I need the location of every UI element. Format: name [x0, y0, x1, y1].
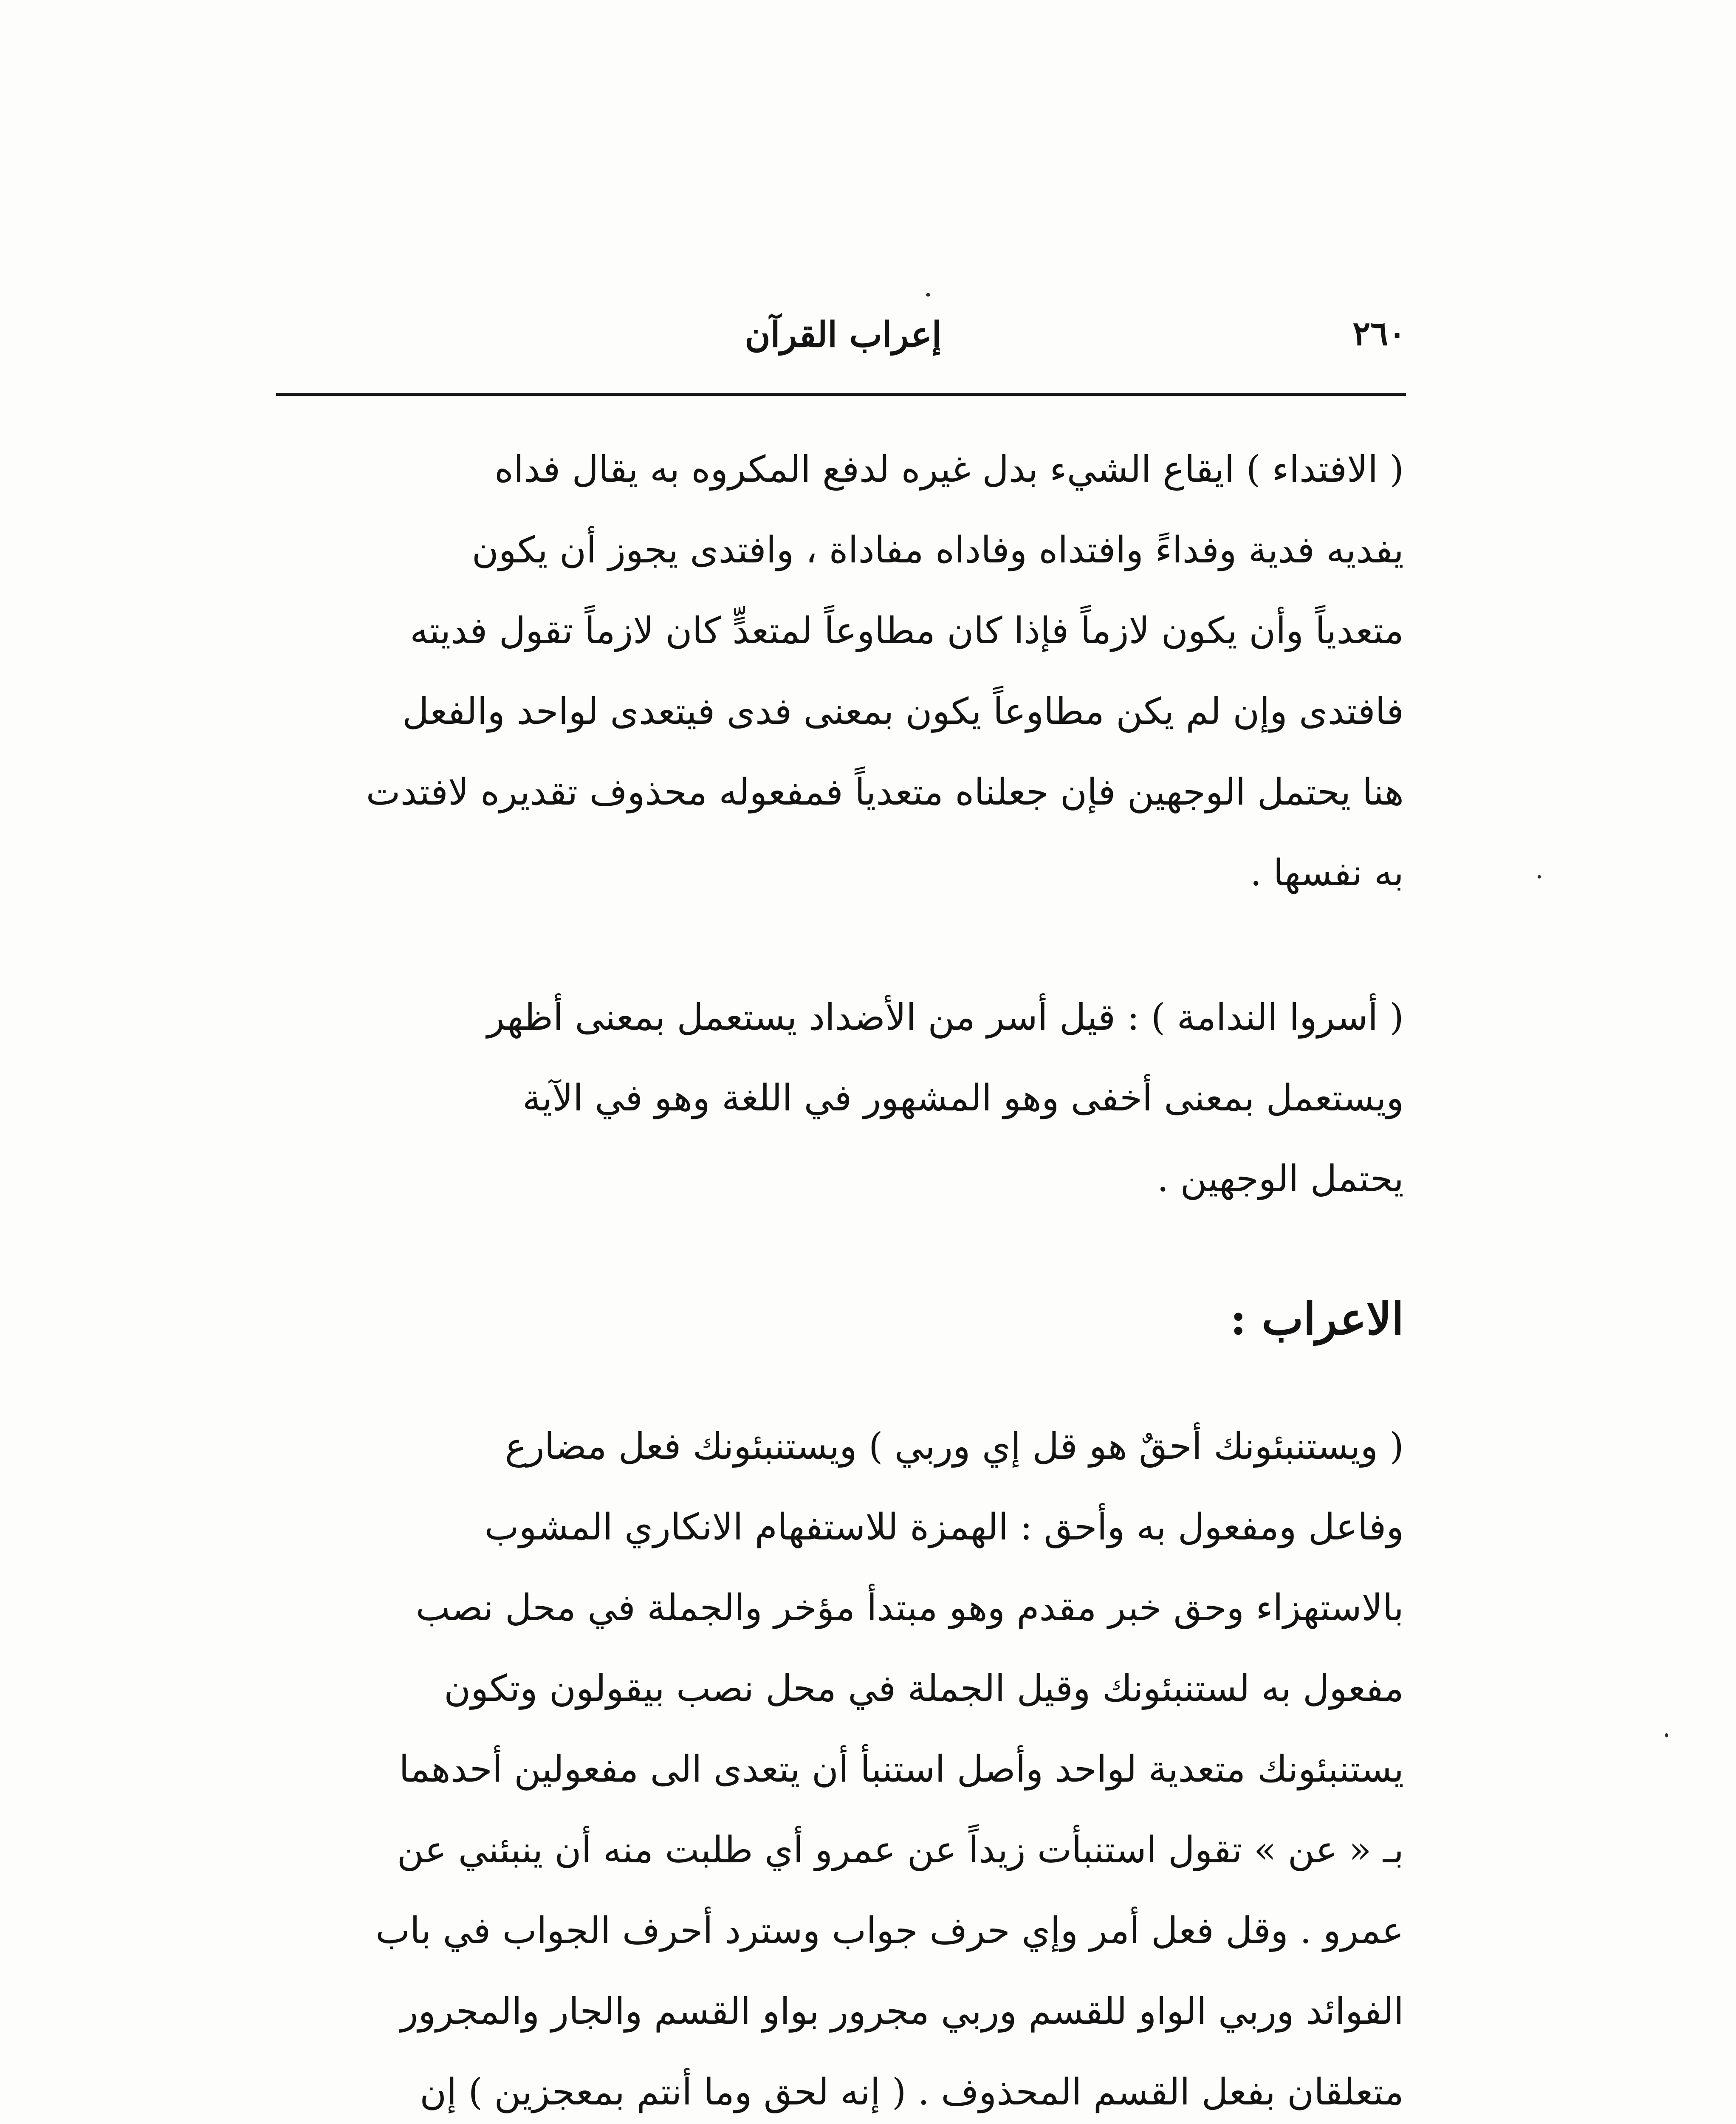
text-line: ويستعمل بمعنى أخفى وهو المشهور في اللغة وهو في الآية — [522, 1077, 1404, 1119]
scan-speck — [1538, 875, 1541, 878]
paragraph-irab — [282, 1406, 1404, 2124]
text-line: بالاستهزاء وحق خبر مقدم وهو مبتدأ مؤخر والجملة في محل نصب — [415, 1587, 1404, 1629]
text-line: هنا يحتمل الوجهين فإن جعلناه متعدياً فمفعوله محذوف تقديره لافتدت — [366, 771, 1404, 813]
text-line: يفديه فدية وفداءً وافتداه وفاداه مفاداة ، وافتدى يجوز أن يكون — [471, 529, 1404, 571]
text-line: به نفسها . — [1250, 852, 1404, 894]
text-line: ( الافتداء ) ايقاع الشيء بدل غيره لدفع المكروه به يقال فداه — [494, 448, 1404, 491]
text-line: الفوائد وربي الواو للقسم وربي مجرور بواو القسم والجار والمجرور — [400, 1990, 1404, 2033]
text-line: وفاعل ومفعول به وأحق : الهمزة للاستفهام الانكاري المشوب — [484, 1506, 1404, 1548]
section-heading: الاعراب : — [1230, 1293, 1404, 1345]
text-line: ( ويستنبئونك أحقٌ هو قل إي وربي ) ويستنبئونك فعل مضارع — [505, 1425, 1404, 1468]
text-line: متعدياً وأن يكون لازماً فإذا كان مطاوعاً لمتعدٍّ كان لازماً تقول فديته — [410, 610, 1404, 652]
scan-speck — [926, 293, 930, 297]
text-line: ( أسروا الندامة ) : قيل أسر من الأضداد يستعمل بمعنى أظهر — [487, 996, 1404, 1039]
text-line: يحتمل الوجهين . — [1157, 1158, 1404, 1200]
scan-speck — [1665, 1733, 1668, 1737]
text-line: يستنبئونك متعدية لواحد وأصل استنبأ أن يتعدى الى مفعولين أحدهما — [399, 1748, 1404, 1791]
text-line: بـ « عن » تقول استنبأت زيداً عن عمرو أي طلبت منه أن ينبئني عن — [397, 1829, 1404, 1871]
text-line: متعلقان بفعل القسم المحذوف . ( إنه لحق وما أنتم بمعجزين ) إن — [420, 2071, 1404, 2113]
text-line: فافتدى وإن لم يكن مطاوعاً يكون بمعنى فدى فيتعدى لواحد والفعل — [402, 690, 1404, 733]
paragraph-asarru — [282, 977, 1404, 1219]
page-body — [282, 429, 1404, 2124]
page-number: ٢٦٠ — [1352, 314, 1406, 353]
text-line: عمرو . وقل فعل أمر وإي حرف جواب وسترد أحرف الجواب في باب — [375, 1909, 1404, 1952]
page-header — [280, 310, 1406, 370]
paragraph-iftida — [282, 429, 1404, 913]
text-line: مفعول به لستنبئونك وقيل الجملة في محل نصب بيقولون وتكون — [444, 1667, 1404, 1710]
running-title: إعراب القرآن — [745, 314, 942, 355]
header-rule — [276, 393, 1406, 396]
